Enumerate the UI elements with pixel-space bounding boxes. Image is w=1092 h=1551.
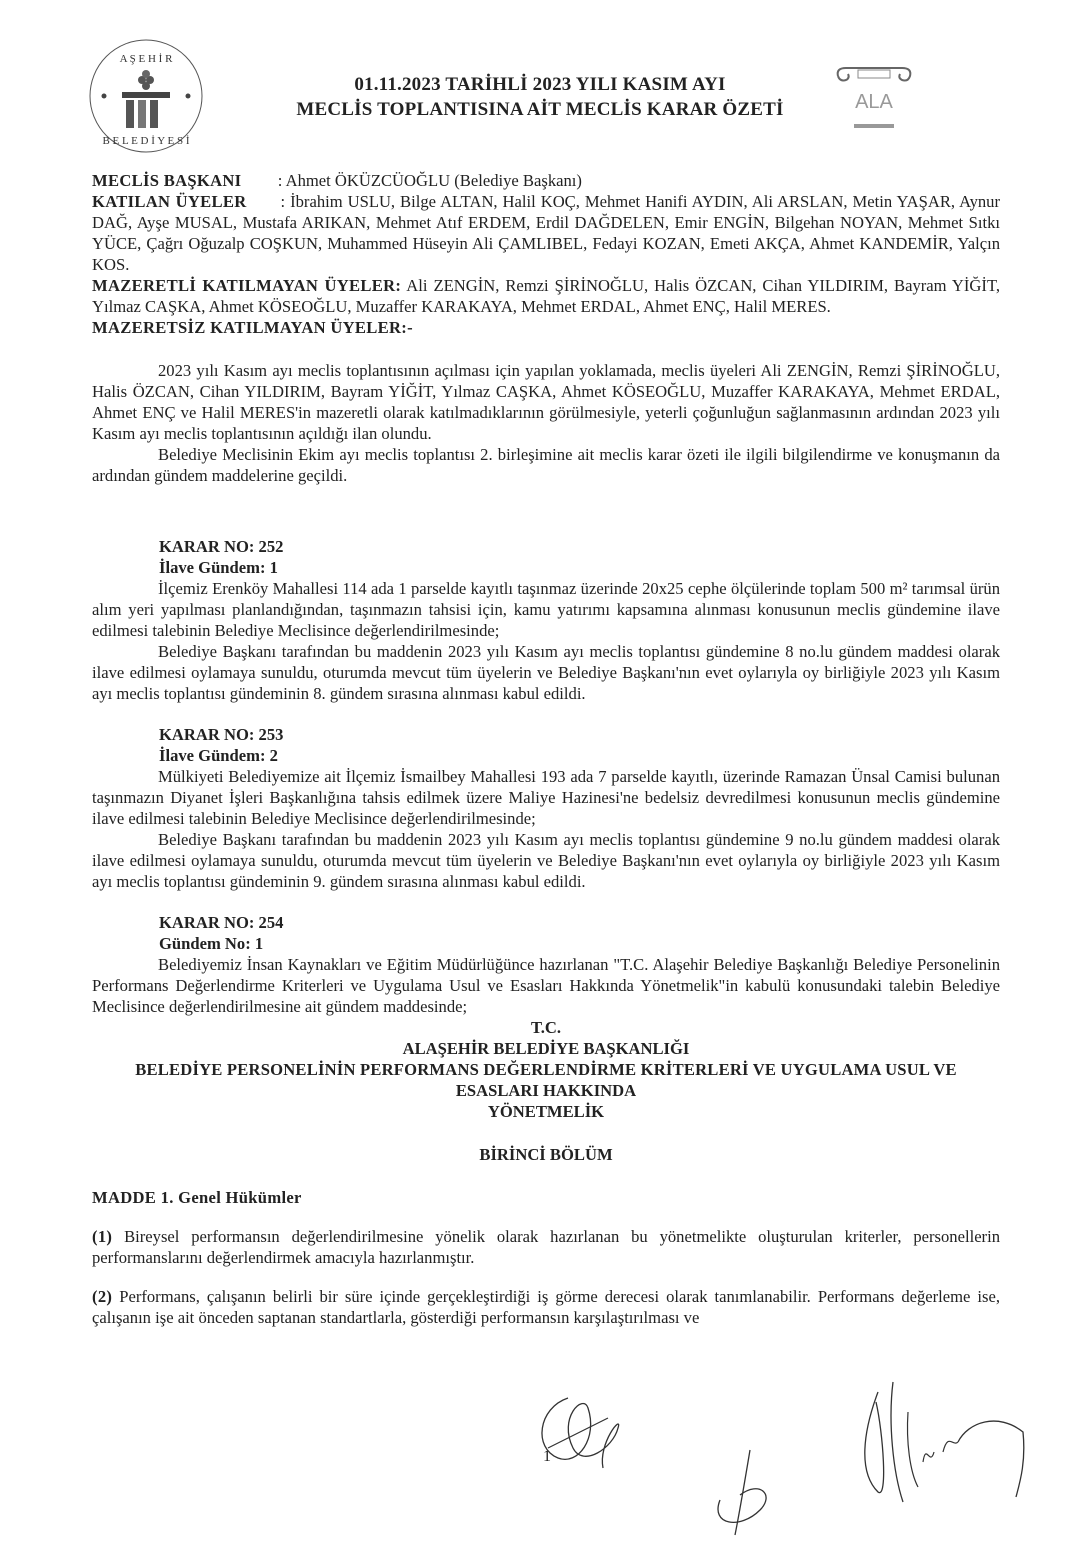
unexcused-members-label: MAZERETSİZ KATILMAYAN ÜYELER:- [92,318,413,337]
regulation-line-3: BELEDİYE PERSONELİNİN PERFORMANS DEĞERLENDİRME KRİTERLERİ VE UYGULAMA USUL VE [135,1060,957,1079]
excused-members [92,275,1000,317]
excused-label: MAZERETLİ KATILMAYAN ÜYELER: [92,276,402,295]
attending-members [92,191,1000,275]
regulation-line-1: T.C. [530,1018,562,1037]
decision-paragraph-2: Belediye Başkanı tarafından bu maddenin 2023 yılı Kasım ayı meclis toplantısı gündemine 9 no.lu gündem maddesi olarak ilave edilmesi oylamaya sunuldu, oturumda mevcut tüm üyelerin ve Belediye Başkanı'nın evet oylarıyla oy birliğiyle 2023 yılı Kasım ayı meclis toplantısı gündeminin 9. gündem sırasına alınması kabul edildi. [92,830,1000,891]
item-number: (2) [92,1287,113,1306]
decision-agenda: İlave Gündem: 1 [159,558,278,577]
decision-254 [92,912,1000,1017]
signature-2 [700,1440,790,1540]
decision-agenda: İlave Gündem: 2 [159,746,278,765]
decision-paragraph-1: İlçemiz Erenköy Mahallesi 114 ada 1 parselde kayıtlı taşınmaz üzerinde 20x25 cephe ölçülerinde toplam 500 m² tarımsal ürün alım yeri yapılması planlandığından, taşınmazın tahsisi için, kamu yatırımı kapsamına alınması konusunun meclis gündemine ilave edilmesi talebinin Belediye Meclisince değerlendirilmesinde; [92,579,1000,640]
header-title-line2: MECLİS TOPLANTISINA AİT MECLİS KARAR ÖZETİ [296,99,784,120]
item-text: Bireysel performansın değerlendirilmesine yönelik olarak hazırlanan bu yönetmelikte oluşturulan kriterler, personellerin performanslarını değerlendirmek amacıyla hazırlanmıştır. [92,1227,1000,1267]
regulation-line-5: YÖNETMELİK [487,1102,605,1121]
document-header [240,72,840,122]
regulation-title-block [92,1017,1000,1122]
decision-paragraph-1: Mülkiyeti Belediyemize ait İlçemiz İsmailbey Mahallesi 193 ada 7 parselde kayıtlı, üzerinde Ramazan Ünsal Camisi bulunan taşınmazın Diyanet İşleri Başkanlığına tahsis edilmek üzere Maliye Hazinesi'ne bedelsiz devredilmesi konusunun meclis gündemine ilave edilmesi talebinin Belediye Meclisince değerlendirilmesinde; [92,767,1000,828]
svg-text:ALA: ALA [855,91,893,113]
president-value: : Ahmet ÖKÜZCÜOĞLU (Belediye Başkanı) [277,171,582,190]
header-title-line1: 01.11.2023 TARİHLİ 2023 YILI KASIM AYI [354,74,726,95]
svg-text:B E L E D İ Y E S İ: B E L E D İ Y E S İ [102,135,190,147]
municipality-seal-logo [86,36,206,156]
intro-paragraph-2: Belediye Meclisinin Ekim ayı meclis toplantısı 2. birleşimine ait meclis karar özeti ile ilgili bilgilendirme ve konuşmanın da ardından gündem maddelerine geçildi. [92,445,1000,485]
decision-number: KARAR NO: 253 [159,725,284,744]
president-label: MECLİS BAŞKANI [92,171,242,190]
decision-253 [92,724,1000,892]
president-line [92,170,1000,191]
item-text: Performans, çalışanın belirli bir süre içinde gerçekleştirdiği iş görme derecesi olarak tanımlanabilir. Performans değerleme ise, çalışanın işe ait önceden saptanan standartlarla, gösterdiği performansın karşılaştırılması ve [92,1287,1000,1327]
section-heading: BİRİNCİ BÖLÜM [479,1145,613,1164]
decision-number: KARAR NO: 252 [159,537,284,556]
article-heading: MADDE 1. Genel Hükümler [92,1188,302,1207]
item-number: (1) [92,1227,113,1246]
document-body [92,170,1000,1328]
regulation-line-4: ESASLARI HAKKINDA [455,1081,637,1100]
column-capital-logo [832,66,916,136]
excused-value: Ali ZENGİN, Remzi ŞİRİNOĞLU, Halis ÖZCAN, Cihan YILDIRIM, Bayram YİĞİT, Yılmaz CAŞKA, Ahmet KÖSEOĞLU, Muzaffer KARAKAYA, Mehmet ERDAL, Ahmet ENÇ, Halil MERES. [92,276,1000,316]
intro-paragraph-1: 2023 yılı Kasım ayı meclis toplantısının açılması için yapılan yoklamada, meclis üyeleri Ali ZENGİN, Remzi ŞİRİNOĞLU, Halis ÖZCAN, Cihan YILDIRIM, Bayram YİĞİT, Yılmaz CAŞKA, Ahmet KÖSEOĞLU, Muzaffer KARAKAYA, Mehmet ERDAL, Ahmet ENÇ ve Halil MERES'in mazeretli olarak katılmadıklarının görülmesiyle, yeterli çoğunluğun sağlanmasının ardından 2023 yılı Kasım ayı meclis toplantısının açıldığı ilan olundu. [92,361,1000,443]
article-item-1 [92,1226,1000,1268]
decision-agenda: Gündem No: 1 [159,934,264,953]
decision-number: KARAR NO: 254 [159,913,284,932]
attending-value: : İbrahim USLU, Bilge ALTAN, Halil KOÇ, Mehmet Hanifi AYDIN, Ali ARSLAN, Metin YAŞAR, Aynur DAĞ, Ayşe MUSAL, Mustafa ARIKAN, Mehmet Atıf ERDEM, Erdil DAĞDELEN, Emir ENGİN, Bilgehan NOYAN, Mehmet Sıtkı YÜCE, Çağrı Oğuzalp COŞKUN, Muhammed Hüseyin Ali ÇAMLIBEL, Fedayi KOZAN, Emeti AKÇA, Ahmet KANDEMİR, Yalçın KOS. [92,192,1000,274]
signature-1 [528,1388,648,1488]
attending-label: KATILAN ÜYELER [92,192,247,211]
page-number: 1 [543,1448,551,1465]
svg-text:A Ş E H İ R: A Ş E H İ R [119,53,173,65]
regulation-line-2: ALAŞEHİR BELEDİYE BAŞKANLIĞI [402,1039,690,1058]
signature-3 [848,1372,1038,1512]
decision-252 [92,536,1000,704]
decision-paragraph-2: Belediye Başkanı tarafından bu maddenin 2023 yılı Kasım ayı meclis toplantısı gündemine 8 no.lu gündem maddesi olarak ilave edilmesi oylamaya sunuldu, oturumda mevcut tüm üyelerin ve Belediye Başkanı'nın evet oylarıyla oy birliğiyle 2023 yılı Kasım ayı meclis toplantısı gündeminin 8. gündem sırasına alınması kabul edildi. [92,642,1000,703]
decision-paragraph-1: Belediyemiz İnsan Kaynakları ve Eğitim Müdürlüğünce hazırlanan "T.C. Alaşehir Belediye Başkanlığı Belediye Personelinin Performans Değerlendirme Kriterleri ve Uygulama Usul ve Esasları Hakkında Yönetmelik"in kabulü konusundaki talebin Belediye Meclisince değerlendirilmesine ait gündem maddesinde; [92,955,1000,1016]
article-item-2 [92,1286,1000,1328]
